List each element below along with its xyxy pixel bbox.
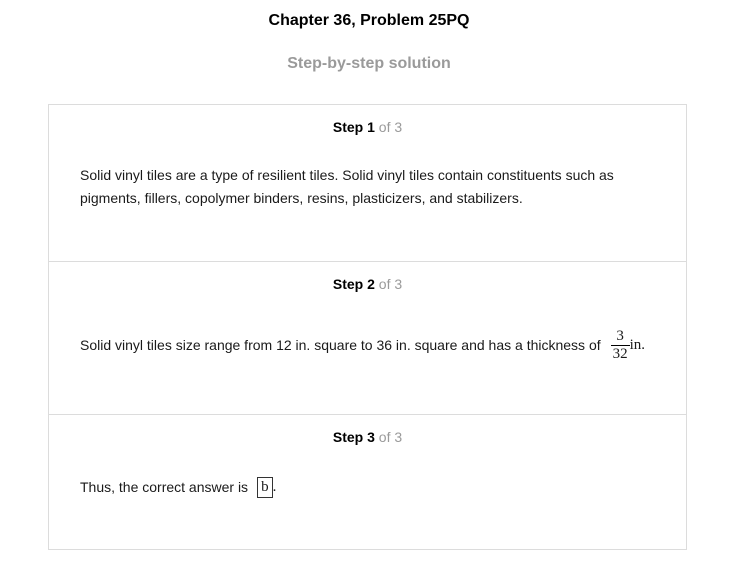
- fraction-numerator: 3: [616, 328, 624, 344]
- step-number: 3: [367, 429, 375, 445]
- step-3-text: [80, 476, 656, 499]
- step-3-sentence: Thus, the correct answer is: [80, 479, 249, 495]
- step-total: of 3: [378, 119, 403, 135]
- page-title: Chapter 36, Problem 25PQ: [268, 12, 470, 29]
- step-2: [49, 262, 686, 415]
- step-1-text: Solid vinyl tiles are a type of resilient tiles. Solid vinyl tiles contain constituents such as pigments, fillers, copolymer binders, resins, plasticizers, and stabilizers.: [80, 167, 614, 206]
- step-2-sentence: Solid vinyl tiles size range from 12 in. square to 36 in. square and has a thickness of: [80, 337, 601, 353]
- fraction-unit: in.: [629, 337, 646, 353]
- step-2-text: [80, 328, 656, 363]
- step-3: [49, 415, 686, 549]
- thickness-fraction: [611, 328, 630, 363]
- step-header: [49, 276, 686, 292]
- step-label: Step: [332, 119, 364, 135]
- step-number: 1: [367, 119, 375, 135]
- answer-suffix: .: [272, 479, 277, 495]
- fraction-denominator: 32: [612, 346, 628, 362]
- step-label: Step: [332, 276, 364, 292]
- solution-container: [48, 104, 687, 550]
- step-number: 2: [367, 276, 375, 292]
- step-total: of 3: [378, 429, 403, 445]
- step-1: [49, 105, 686, 262]
- answer-box: b: [257, 477, 273, 498]
- step-label: Step: [332, 429, 364, 445]
- solution-subtitle: Step-by-step solution: [287, 55, 451, 72]
- step-header: [49, 429, 686, 445]
- step-total: of 3: [378, 276, 403, 292]
- step-header: [49, 119, 686, 135]
